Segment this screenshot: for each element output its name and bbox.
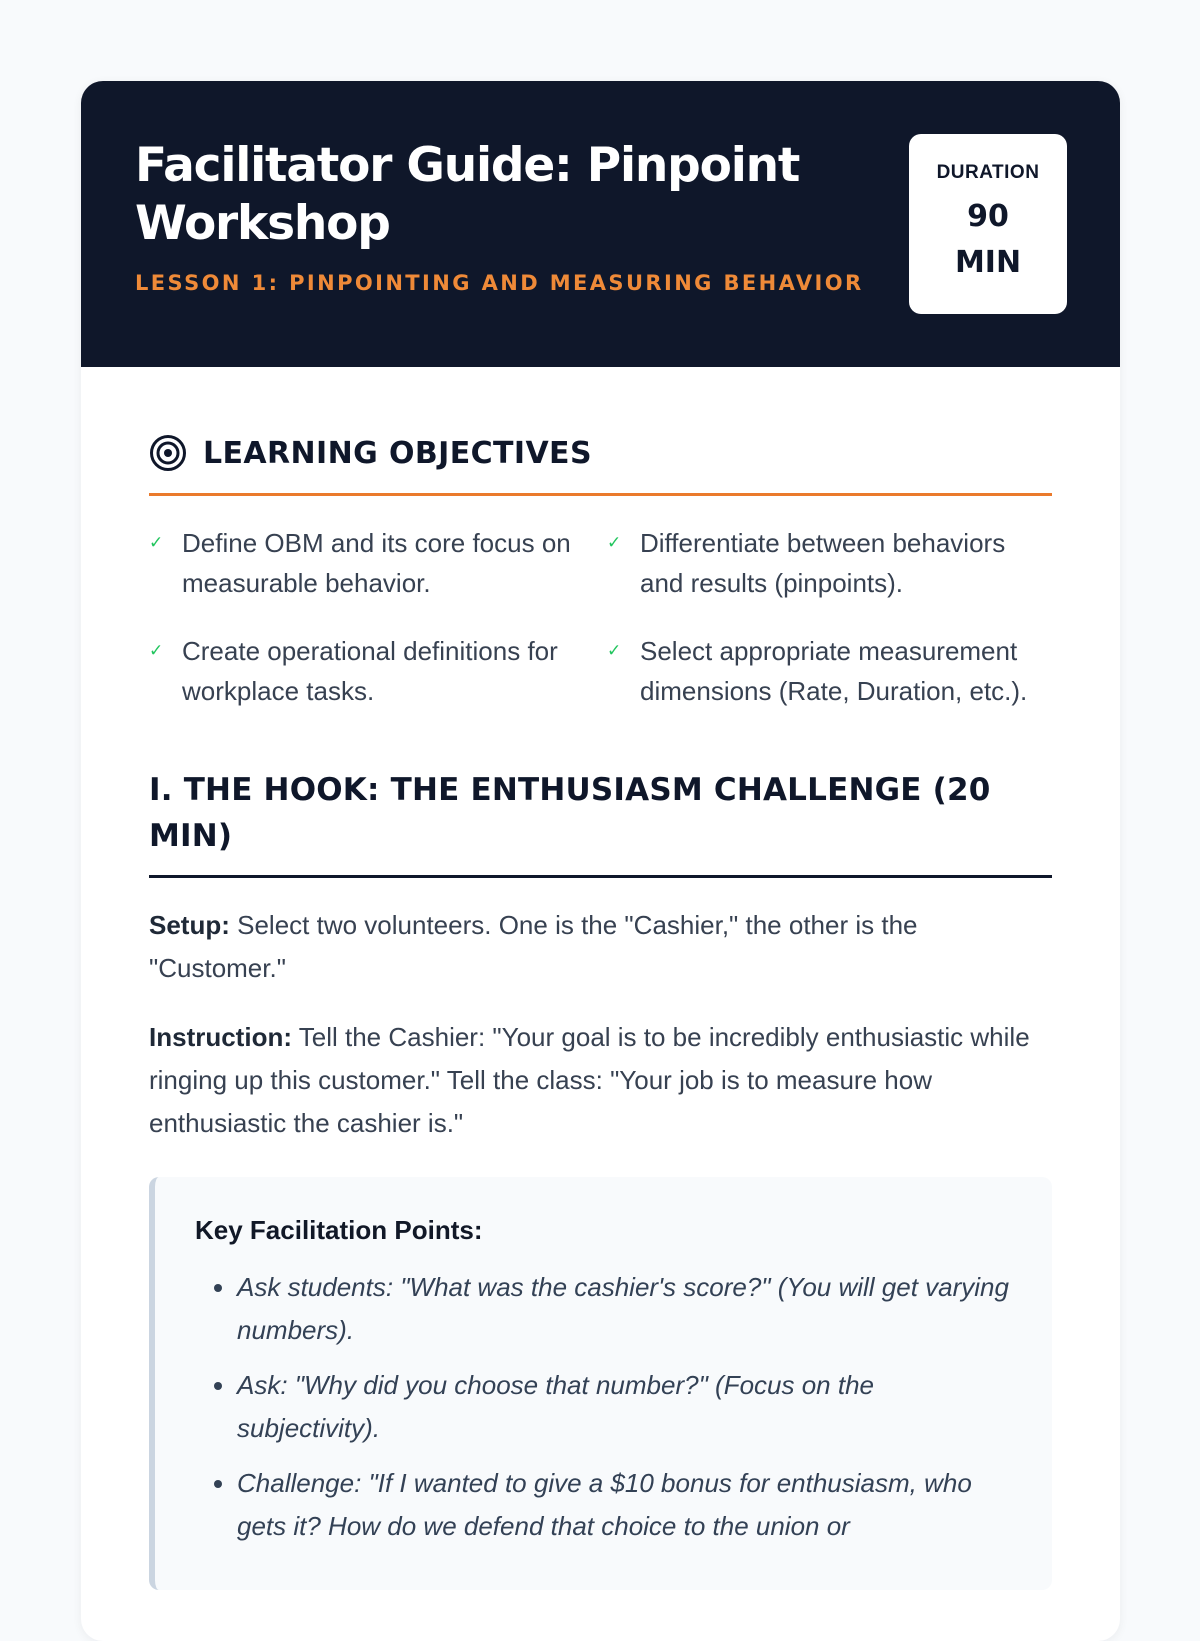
setup-paragraph bbox=[149, 904, 1052, 990]
objective-text: Define OBM and its core focus on measurable behavior. bbox=[182, 528, 571, 598]
check-icon: ✓ bbox=[149, 533, 164, 553]
objective-item bbox=[149, 631, 607, 711]
objectives-heading bbox=[149, 433, 1052, 496]
key-points-callout bbox=[149, 1177, 1052, 1590]
instruction-text: Tell the Cashier: "Your goal is to be incredibly enthusiastic while ringing up this customer." Tell the class: "Your job is to measure how enthusiastic the cashier is." bbox=[149, 1022, 1030, 1138]
objective-item bbox=[149, 523, 607, 603]
key-points-title: Key Facilitation Points: bbox=[195, 1215, 483, 1245]
guide-content bbox=[81, 367, 1120, 1590]
key-point-item: • Ask: "Why did you choose that number?" (Focus on the subjectivity). bbox=[237, 1364, 1012, 1450]
duration-badge bbox=[909, 134, 1067, 314]
objective-item bbox=[607, 631, 1039, 711]
page-title: Facilitator Guide: Pinpoint Workshop bbox=[135, 138, 800, 251]
check-icon: ✓ bbox=[607, 533, 622, 553]
key-points-list bbox=[195, 1266, 1012, 1548]
objective-item bbox=[607, 523, 1039, 603]
duration-value: 90 MIN bbox=[954, 199, 1022, 280]
target-icon bbox=[149, 434, 187, 472]
objective-text: Create operational definitions for workplace tasks. bbox=[182, 636, 558, 706]
key-point-item: • Ask students: "What was the cashier's score?" (You will get varying numbers). bbox=[237, 1266, 1012, 1352]
setup-text: Select two volunteers. One is the "Cashier," the other is the "Customer." bbox=[149, 910, 918, 983]
check-icon: ✓ bbox=[607, 641, 622, 661]
instruction-paragraph bbox=[149, 1016, 1052, 1145]
check-icon: ✓ bbox=[149, 641, 164, 661]
objectives-heading-text: LEARNING OBJECTIVES bbox=[203, 435, 592, 471]
objective-text: Select appropriate measurement dimensions (Rate, Duration, etc.). bbox=[640, 636, 1028, 706]
guide-card bbox=[81, 81, 1120, 1641]
lesson-subtitle: LESSON 1: PINPOINTING AND MEASURING BEHAVIOR bbox=[135, 271, 864, 295]
key-point-item: • Challenge: "If I wanted to give a $10 bonus for enthusiasm, who gets it? How do we defend that choice to the union or bbox=[237, 1462, 1012, 1548]
section-heading-hook: I. THE HOOK: THE ENTHUSIASM CHALLENGE (20 MIN) bbox=[149, 767, 1052, 878]
instruction-label: Instruction: bbox=[149, 1022, 292, 1052]
guide-header bbox=[81, 81, 1120, 367]
duration-label: DURATION bbox=[936, 162, 1040, 183]
objectives-list bbox=[149, 523, 1052, 711]
objective-text: Differentiate between behaviors and results (pinpoints). bbox=[640, 528, 1006, 598]
setup-label: Setup: bbox=[149, 910, 230, 940]
